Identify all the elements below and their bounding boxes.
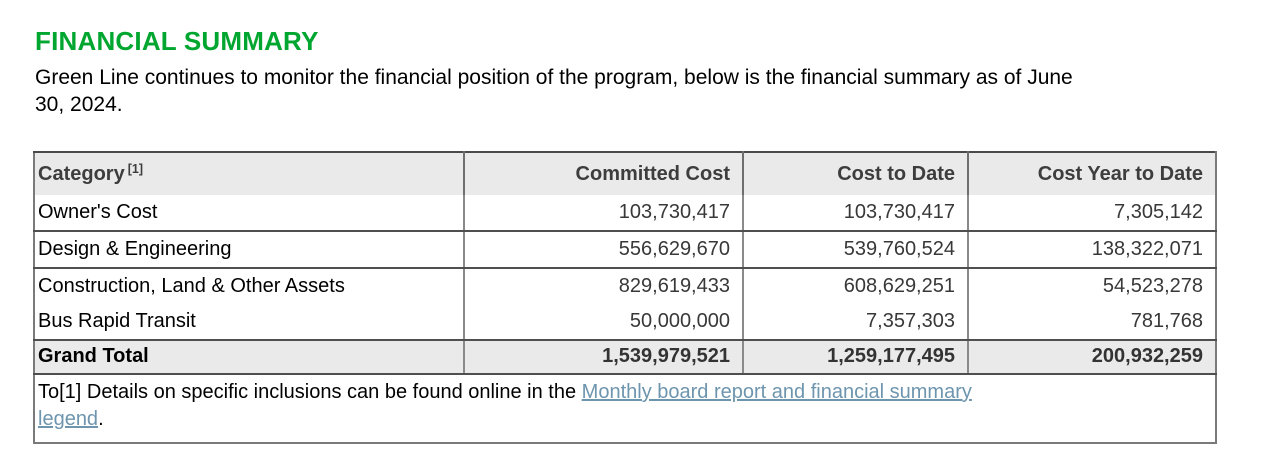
footnote-marker: [1] xyxy=(127,162,143,176)
intro-line-2: 30, 2024. xyxy=(35,93,123,116)
table-row-bus-rapid-transit xyxy=(34,304,1216,340)
footnote-link-line-1: Monthly board report and financial summary xyxy=(581,381,972,403)
cost-year-to-date-cell: 7,305,142 xyxy=(968,195,1216,231)
cost-year-to-date-cell: 138,322,071 xyxy=(968,231,1216,268)
committed-cost-cell: 556,629,670 xyxy=(464,231,743,268)
column-header-category xyxy=(34,152,464,195)
cost-to-date-cell: 608,629,251 xyxy=(743,268,968,304)
grand-total-cost-year-to-date: 200,932,259 xyxy=(968,340,1216,374)
footnote-period: . xyxy=(98,408,104,430)
grand-total-cost-to-date: 1,259,177,495 xyxy=(743,340,968,374)
category-cell: Bus Rapid Transit xyxy=(34,304,464,340)
grand-total-row xyxy=(34,340,1216,374)
category-cell: Construction, Land & Other Assets xyxy=(38,275,345,297)
column-header-cost-year-to-date: Cost Year to Date xyxy=(968,152,1216,195)
page-title: FINANCIAL SUMMARY xyxy=(35,26,319,56)
table-row-construction-land-assets xyxy=(34,268,1216,304)
footnote-text: To[1] Details on specific inclusions can be found online in the xyxy=(38,381,582,403)
grand-total-label: Grand Total xyxy=(34,340,464,374)
intro-text xyxy=(35,64,1255,118)
committed-cost-cell: 103,730,417 xyxy=(464,195,743,231)
cost-year-to-date-cell: 781,768 xyxy=(968,304,1216,340)
footnote-cell xyxy=(34,374,1216,443)
committed-cost-cell: 50,000,000 xyxy=(464,304,743,340)
footnote-row xyxy=(34,374,1216,443)
table-row-owners-cost xyxy=(34,195,1216,231)
table-row-design-engineering xyxy=(34,231,1216,268)
column-header-committed-cost: Committed Cost xyxy=(464,152,743,195)
cost-to-date-cell: 7,357,303 xyxy=(743,304,968,340)
grand-total-committed-cost: 1,539,979,521 xyxy=(464,340,743,374)
footnote-link-line-2: legend xyxy=(38,408,99,430)
header-row xyxy=(34,152,1216,195)
category-cell: Owner's Cost xyxy=(34,195,464,231)
cost-year-to-date-cell: 54,523,278 xyxy=(968,268,1216,304)
column-header-cost-to-date: Cost to Date xyxy=(743,152,968,195)
category-cell: Design & Engineering xyxy=(34,231,464,268)
intro-line-1: Green Line continues to monitor the financial position of the program, below is the financial summary as of June xyxy=(35,66,1073,89)
column-header-category-label: Category xyxy=(38,163,125,185)
cost-to-date-cell: 539,760,524 xyxy=(743,231,968,268)
financial-summary-table xyxy=(33,151,1217,444)
cost-to-date-cell: 103,730,417 xyxy=(743,195,968,231)
committed-cost-cell: 829,619,433 xyxy=(464,268,743,304)
